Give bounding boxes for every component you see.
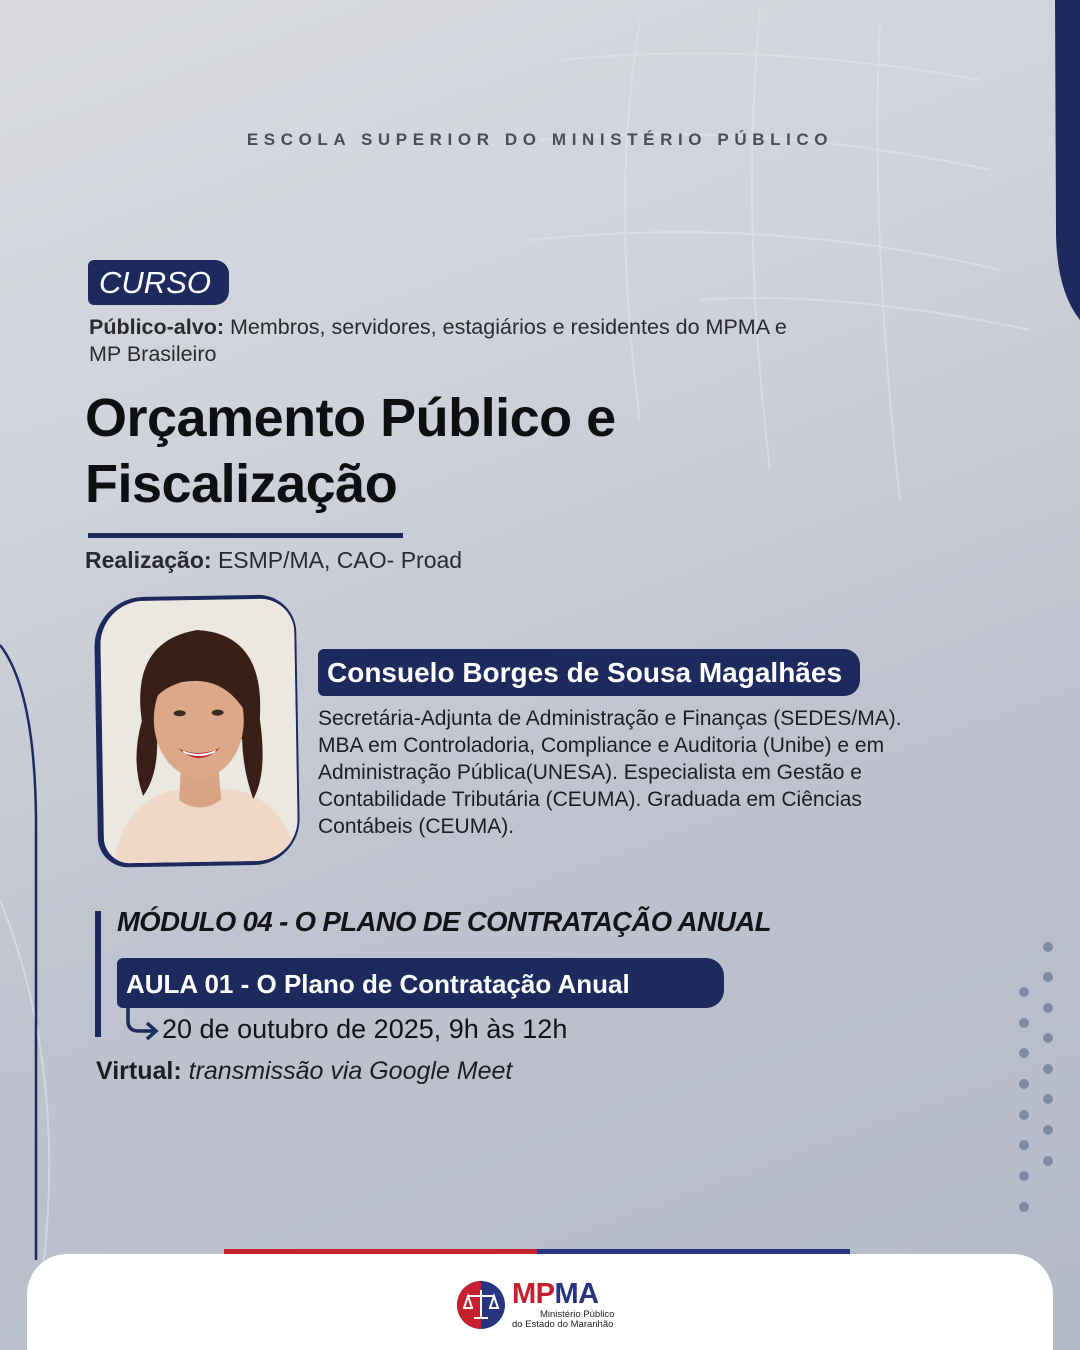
institution-header: ESCOLA SUPERIOR DO MINISTÉRIO PÚBLICO bbox=[246, 130, 834, 149]
mpma-logo bbox=[456, 1278, 636, 1332]
target-audience-text: Membros, servidores, estagiários e residentes do MPMA e MP Brasileiro bbox=[89, 315, 787, 366]
bio-line: Secretária-Adjunta de Administração e Finanças (SEDES/MA). bbox=[318, 707, 902, 730]
lesson-badge: AULA 01 - O Plano de Contratação Anual bbox=[117, 958, 724, 1008]
bio-line: Contábeis (CEUMA). bbox=[318, 815, 515, 838]
dot-pattern-decoration bbox=[1010, 935, 1060, 1215]
realization-label: Realização: bbox=[85, 547, 212, 573]
title-underline bbox=[88, 533, 403, 538]
course-title-line1: Orçamento Público e bbox=[85, 388, 616, 448]
speaker-name-badge: Consuelo Borges de Sousa Magalhães bbox=[318, 649, 860, 696]
target-audience bbox=[89, 314, 809, 368]
course-title-line2: Fiscalização bbox=[85, 454, 398, 514]
delivery-mode-label: Virtual: bbox=[96, 1057, 182, 1085]
delivery-mode bbox=[96, 1057, 512, 1086]
logo-wordmark bbox=[512, 1278, 599, 1310]
speaker-bio bbox=[318, 705, 1018, 840]
course-type-badge: CURSO bbox=[88, 260, 229, 305]
speaker-photo-frame bbox=[94, 594, 301, 867]
scales-of-justice-icon bbox=[456, 1280, 506, 1330]
lesson-date: 20 de outubro de 2025, 9h às 12h bbox=[162, 1014, 568, 1044]
delivery-mode-text: transmissão via Google Meet bbox=[181, 1057, 513, 1085]
logo-subtitle-line1: Ministério Público bbox=[540, 1309, 615, 1320]
module-accent-bar bbox=[95, 911, 101, 1037]
target-audience-label: Público-alvo: bbox=[89, 315, 224, 339]
course-title bbox=[85, 385, 805, 517]
bio-line: Administração Pública(UNESA). Especialista em Gestão e bbox=[318, 761, 862, 784]
speaker-photo bbox=[100, 598, 299, 863]
module-title: MÓDULO 04 - O PLANO DE CONTRATAÇÃO ANUAL bbox=[117, 906, 771, 937]
logo-subtitle-line2: do Estado do Maranhão bbox=[512, 1319, 614, 1330]
realization bbox=[85, 547, 462, 574]
bio-line: MBA em Controladoria, Compliance e Auditoria (Unibe) e em bbox=[318, 734, 885, 757]
bio-line: Contabilidade Tributária (CEUMA). Graduada em Ciências bbox=[318, 788, 862, 811]
realization-text: ESMP/MA, CAO- Proad bbox=[211, 547, 463, 573]
logo-ma: MA bbox=[554, 1278, 599, 1310]
logo-mp: MP bbox=[512, 1278, 555, 1310]
curved-arrow-icon bbox=[123, 1005, 161, 1045]
